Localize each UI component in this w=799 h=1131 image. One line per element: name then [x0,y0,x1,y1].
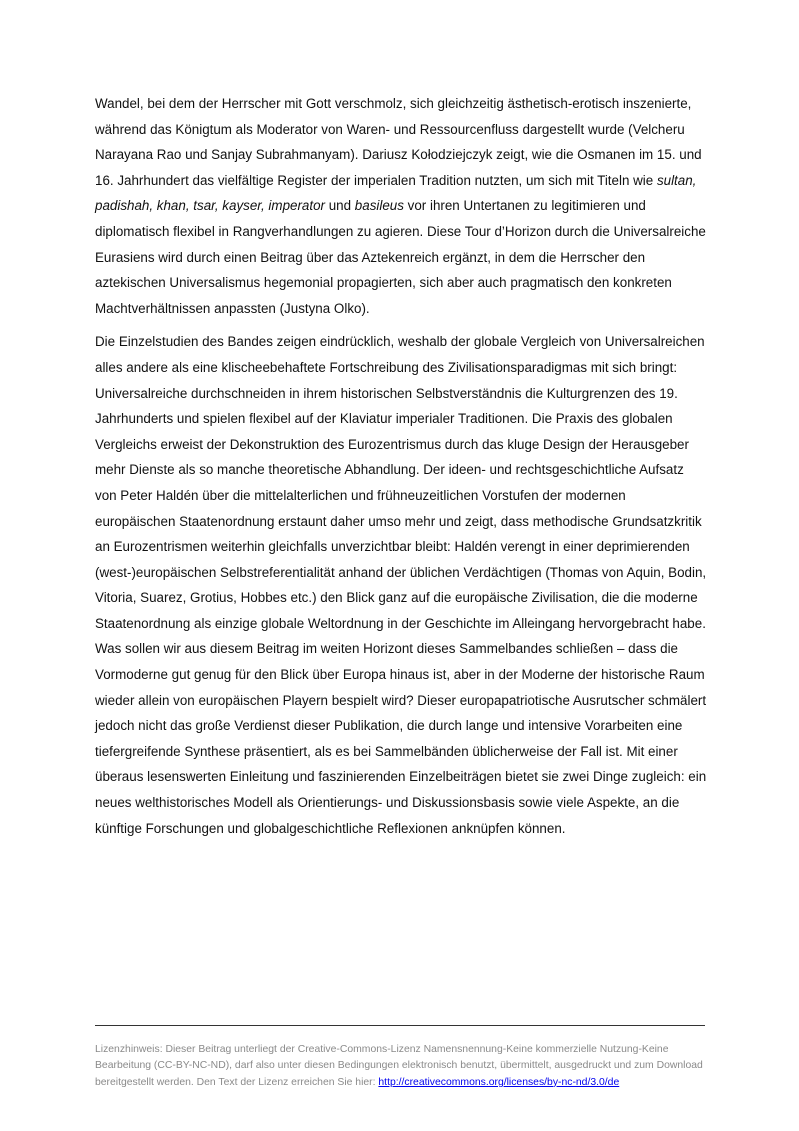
paragraph-1 [95,91,707,321]
license-link[interactable]: http://creativecommons.org/licenses/by-nc-nd/3.0/de [378,1076,620,1088]
paragraph-1-text-3: vor ihren Untertanen zu legitimieren und diplomatisch flexibel in Rangverhandlungen zu agieren. Diese Tour d’Horizon durch die Universalreiche Eurasiens wird durch einen Beitrag über das Aztekenreich ergänzt, in dem die Herrscher den aztekischen Universalismus hegemonial propagierten, sich aber auch pragmatisch den konkreten Machtverhältnissen anpassten (Justyna Olko). [95,198,706,316]
paragraph-2-text: Die Einzelstudien des Bandes zeigen eindrücklich, weshalb der globale Vergleich von Universalreichen alles andere als eine klischeebehaftete Fortschreibung des Zivilisationsparadigmas mit sich bringt: Universalreiche durchschneiden in ihrem historischen Selbstverständnis die Kulturgrenzen des 19. Jahrhunderts und spielen flexibel auf der Klaviatur imperialer Traditionen. Die Praxis des globalen Vergleichs erweist der Dekonstruktion des Eurozentrismus durch das kluge Design der Herausgeber mehr Dienste als so manche theoretische Abhandlung. Der ideen- und rechtsgeschichtliche Aufsatz von Peter Haldén über die mittelalterlichen und frühneuzeitlichen Vorstufen der modernen europäischen Staatenordnung erstaunt daher umso mehr und zeigt, dass methodische Grundsatzkritik an Eurozentrismen weiterhin gleichfalls unverzichtbar bleibt: Haldén verengt in einer deprimierenden (west-)europäischen Selbstreferentialität anhand der üblichen Verdächtigen (Thomas von Aquin, Bodin, Vitoria, Suarez, Grotius, Hobbes etc.) den Blick ganz auf die europäische Zivilisation, die die moderne Staatenordnung als einzige globale Weltordnung in der Geschichte im Alleingang hervorgebracht habe. Was sollen wir aus diesem Beitrag im weiten Horizont dieses Sammelbandes schließen – dass die Vormoderne gut genug für den Blick über Europa hinaus ist, aber in der Moderne der historische Raum wieder allein von europäischen Playern bespielt wird? Dieser europapatriotische Ausrutscher schmälert jedoch nicht das große Verdienst dieser Publikation, die durch lange und intensive Vorarbeiten eine tiefergreifende Synthese präsentiert, als es bei Sammelbänden üblicherweise der Fall ist. Mit einer überaus lesenswerten Einleitung und faszinierenden Einzelbeiträgen bietet sie zwei Dinge zugleich: ein neues welthistorisches Modell als Orientierungs- und Diskussionsbasis sowie viele Aspekte, an die künftige Forschungen und globalgeschichtliche Reflexionen anknüpfen können. [95,334,707,836]
paragraph-1-italic-titles: sultan, padishah, khan, tsar, kayser, imperator [95,172,697,214]
license-notice: Lizenzhinweis: Dieser Beitrag unterliegt der Creative-Commons-Lizenz Namensnennung-Keine kommerzielle Nutzung-Keine Bearbeitung (CC-BY-NC-ND), darf also unter diesen Bedingungen elektronisch benutzt, übermittelt, ausgedruckt und zum Download bereitgestellt werden. Den Text der Lizenz erreichen Sie hier: [95,1044,703,1088]
footer-divider [95,1025,705,1026]
paragraph-2 [95,329,707,841]
paragraph-1-text-2: und [325,198,355,214]
paragraph-1-text-1: Wandel, bei dem der Herrscher mit Gott verschmolz, sich gleichzeitig ästhetisch-erotisch inszenierte, während das Königtum als Moderator von Waren- und Ressourcenfluss dargestellt wurde (Velcheru Narayana Rao und Sanjay Subrahmanyam). Dariusz Kołodziejczyk zeigt, wie die Osmanen im 15. und 16. Jahrhundert das vielfältige Register der imperialen Tradition nutzten, um sich mit Titeln wie [95,96,702,188]
paragraph-1-italic-basileus: basileus [354,198,404,214]
article-body [95,91,707,841]
license-footer [95,1042,710,1091]
